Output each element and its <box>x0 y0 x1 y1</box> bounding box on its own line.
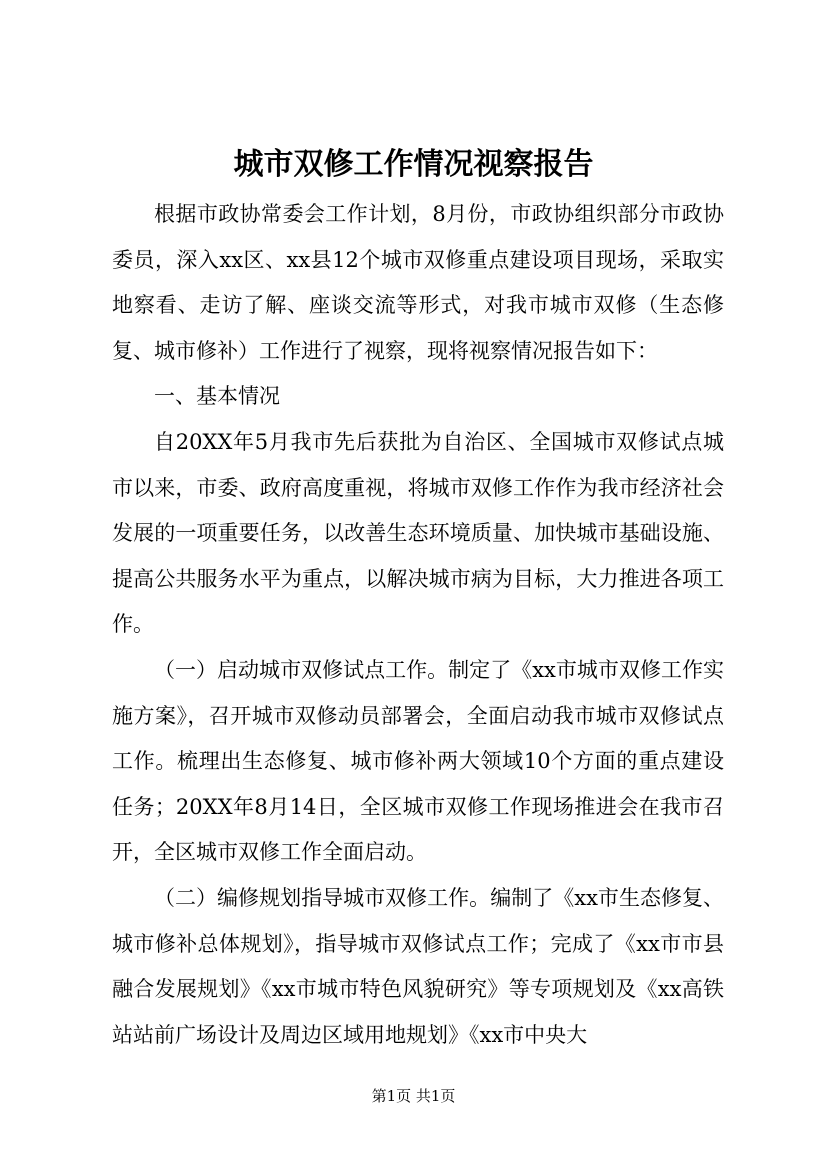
paragraph-background: 自20XX年5月我市先后获批为自治区、全国城市双修试点城市以来，市委、政府高度重视，将城市双修工作作为我市经济社会发展的一项重要任务，以改善生态环境质量、加快城市基础设施、提高公共服务水平为重点，以解决城市病为目标，大力推进各项工作。 <box>112 429 724 637</box>
paragraph-item-2: （二）编修规划指导城市双修工作。编制了《xx市生态修复、城市修补总体规划》，指导城市双修试点工作；完成了《xx市市县融合发展规划》《xx市城市特色风貌研究》等专项规划及《xx高铁站站前广场设计及周边区域用地规划》《xx市中央大 <box>112 885 724 1047</box>
document-title: 城市双修工作情况视察报告 <box>233 147 594 182</box>
section-heading-basic-situation: 一、基本情况 <box>154 384 280 409</box>
document-body <box>112 192 724 1058</box>
page-footer: 第1页 共1页 <box>371 1087 456 1105</box>
paragraph-intro: 根据市政协常委会工作计划，8月份，市政协组织部分市政协委员，深入xx区、xx县12个城市双修重点建设项目现场，采取实地察看、走访了解、座谈交流等形式，对我市城市双修（生态修复、城市修补）工作进行了视察，现将视察情况报告如下： <box>112 202 724 363</box>
paragraph-item-1: （一）启动城市双修试点工作。制定了《xx市城市双修工作实施方案》，召开城市双修动员部署会，全面启动我市城市双修试点工作。梳理出生态修复、城市修补两大领域10个方面的重点建设任务；20XX年8月14日，全区城市双修工作现场推进会在我市召开，全区城市双修工作全面启动。 <box>112 657 724 865</box>
